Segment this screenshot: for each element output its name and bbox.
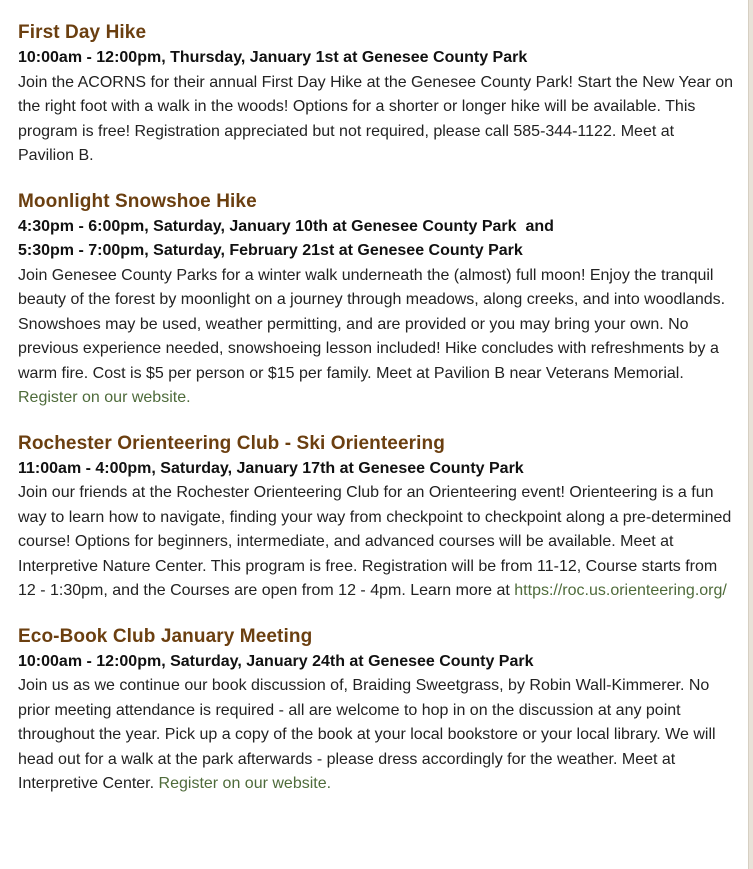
event-description bbox=[18, 71, 734, 169]
orienteering-website-link[interactable]: https://roc.us.orienteering.org/ bbox=[514, 582, 727, 599]
register-link[interactable]: Register on our website. bbox=[158, 775, 332, 792]
event-description-text: Join our friends at the Rochester Orienteering Club for an Orienteering event! Orienteering is a fun way to learn how to navigate, finding your way from checkpoint to checkpoint along a pre-determined course! Options for beginners, intermediate, and advanced courses will be available. Meet at Interpretive Nature Center. This program is free. Registration will be from 11-12, Course starts from 12 - 1:30pm, and the Courses are open from 12 - 4pm. Learn more at bbox=[18, 484, 732, 599]
event-first-day-hike bbox=[18, 20, 734, 169]
event-title: Eco-Book Club January Meeting bbox=[18, 625, 313, 647]
register-link[interactable]: Register on our website. bbox=[18, 389, 191, 406]
events-list bbox=[18, 20, 734, 817]
event-description-text: Join us as we continue our book discussion of, Braiding Sweetgrass, by Robin Wall-Kimmerer. No prior meeting attendance is required - all are welcome to hop in on the discussion at any point throughout the year. Pick up a copy of the book at your local bookstore or your local library. We will head out for a walk at the park afterwards - please dress accordingly for the weather. Meet at Interpretive Center. bbox=[18, 677, 716, 792]
event-ski-orienteering bbox=[18, 431, 734, 604]
event-description-text: Join the ACORNS for their annual First Day Hike at the Genesee County Park! Start the New Year on the right foot with a walk in the woods! Options for a shorter or longer hike will be available. This program is free! Registration appreciated but not required, please call 585-344-1122. Meet at Pavilion B. bbox=[18, 73, 734, 164]
event-title: Rochester Orienteering Club - Ski Orienteering bbox=[18, 432, 445, 454]
event-title: Moonlight Snowshoe Hike bbox=[18, 190, 257, 212]
event-eco-book-club bbox=[18, 624, 734, 797]
event-description-text: Join Genesee County Parks for a winter walk underneath the (almost) full moon! Enjoy the tranquil beauty of the forest by moonlight on a journey through meadows, along creeks, and into woodlands. Snowshoes may be used, weather permitting, and are provided or you may bring your own. No previous experience needed, snowshoeing lesson included! Hike concludes with refreshments by a warm fire. Cost is $5 per person or $15 per family. Meet at Pavilion B near Veterans Memorial. bbox=[18, 266, 726, 382]
event-datetime: 5:30pm - 7:00pm, Saturday, February 21st at Genesee County Park bbox=[18, 242, 523, 259]
event-datetime: 10:00am - 12:00pm, Thursday, January 1st at Genesee County Park bbox=[18, 49, 528, 66]
event-description bbox=[18, 674, 734, 797]
event-description bbox=[18, 481, 734, 604]
page-edge-divider bbox=[748, 0, 753, 869]
event-moonlight-snowshoe-hike bbox=[18, 189, 734, 411]
event-description bbox=[18, 264, 734, 411]
event-datetime: 4:30pm - 6:00pm, Saturday, January 10th at Genesee County Park and bbox=[18, 217, 554, 235]
event-datetime: 10:00am - 12:00pm, Saturday, January 24th at Genesee County Park bbox=[18, 652, 534, 670]
event-title: First Day Hike bbox=[18, 22, 147, 43]
event-datetime: 11:00am - 4:00pm, Saturday, January 17th at Genesee County Park bbox=[18, 459, 524, 477]
